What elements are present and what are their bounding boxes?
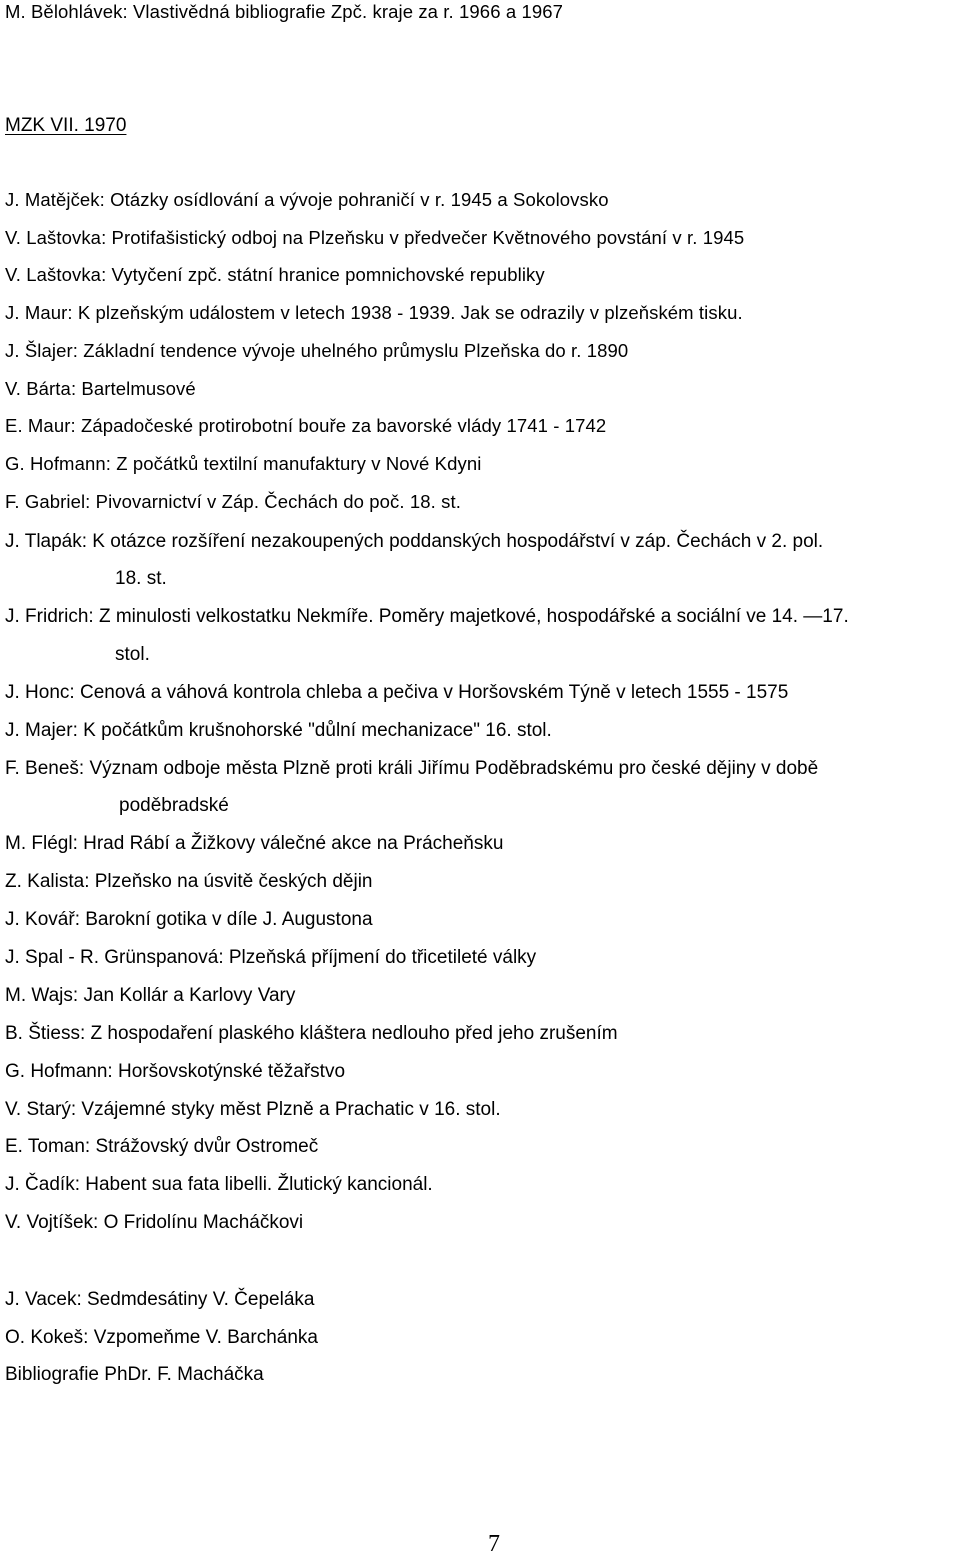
bibliography-entry: J. Čadík: Habent sua fata libelli. Žlutický kancionál. (5, 1174, 433, 1195)
bibliography-entry: F. Gabriel: Pivovarnictví v Záp. Čechách do poč. 18. st. (5, 491, 461, 512)
bibliography-entry: G. Hofmann: Horšovskotýnské těžařstvo (5, 1061, 346, 1082)
bibliography-entry-continuation: stol. (115, 644, 150, 665)
section-heading: MZK VII. 1970 (5, 115, 127, 136)
bibliography-entry-continuation: 18. st. (115, 568, 167, 589)
bibliography-entry: V. Laštovka: Protifašistický odboj na Plzeňsku v předvečer Květnového povstání v r. 1945 (5, 227, 745, 248)
bibliography-entry: V. Bárta: Bartelmusové (5, 378, 196, 399)
bibliography-entry: J. Matějček: Otázky osídlování a vývoje pohraničí v r. 1945 a Sokolovsko (5, 189, 609, 210)
bibliography-entry: J. Honc: Cenová a váhová kontrola chleba a pečiva v Horšovském Týně v letech 1555 - 1575 (5, 682, 789, 703)
bibliography-entry: J. Spal - R. Grünspanová: Plzeňská příjmení do třicetileté války (5, 947, 537, 968)
bibliography-entry: J. Kovář: Barokní gotika v díle J. Augustona (5, 909, 373, 930)
bibliography-entry-continuation: poděbradské (119, 795, 229, 816)
bibliography-entry: G. Hofmann: Z počátků textilní manufaktury v Nové Kdyni (5, 453, 482, 474)
bibliography-entry: V. Vojtíšek: O Fridolínu Macháčkovi (5, 1212, 304, 1233)
document-title: M. Bělohlávek: Vlastivědná bibliografie Zpč. kraje za r. 1966 a 1967 (5, 1, 564, 22)
bibliography-entry: J. Šlajer: Základní tendence vývoje uhelného průmyslu Plzeňska do r. 1890 (5, 340, 629, 361)
bibliography-entry: E. Toman: Strážovský dvůr Ostromeč (5, 1136, 319, 1157)
bibliography-entry: O. Kokeš: Vzpomeňme V. Barchánka (5, 1327, 318, 1348)
bibliography-entry: M. Flégl: Hrad Rábí a Žižkovy válečné akce na Prácheňsku (5, 833, 504, 854)
bibliography-entry: F. Beneš: Význam odboje města Plzně proti králi Jiřímu Poděbradskému pro české dějiny v době (5, 758, 819, 779)
bibliography-entry: J. Tlapák: K otázce rozšíření nezakoupených poddanských hospodářství v záp. Čechách v 2. pol. (5, 531, 824, 552)
bibliography-entry: Z. Kalista: Plzeňsko na úsvitě českých dějin (5, 871, 373, 892)
bibliography-entry: V. Laštovka: Vytyčení zpč. státní hranice pomnichovské republiky (5, 264, 545, 285)
bibliography-entry: J. Maur: K plzeňským událostem v letech 1938 - 1939. Jak se odrazily v plzeňském tisku. (5, 302, 743, 323)
bibliography-entry: B. Štiess: Z hospodaření plaského kláštera nedlouho před jeho zrušením (5, 1023, 618, 1044)
bibliography-entry: M. Wajs: Jan Kollár a Karlovy Vary (5, 985, 296, 1006)
bibliography-entry: J. Majer: K počátkům krušnohorské "důlní mechanizace" 16. stol. (5, 720, 552, 741)
bibliography-entry: V. Starý: Vzájemné styky měst Plzně a Prachatic v 16. stol. (5, 1099, 501, 1120)
bibliography-entry: J. Vacek: Sedmdesátiny V. Čepeláka (5, 1289, 315, 1310)
bibliography-entry: J. Fridrich: Z minulosti velkostatku Nekmíře. Poměry majetkové, hospodářské a sociální ve 14. —17. (5, 606, 849, 627)
page-number: 7 (488, 1531, 500, 1557)
bibliography-entry: Bibliografie PhDr. F. Macháčka (5, 1364, 264, 1385)
bibliography-entry: E. Maur: Západočeské protirobotní bouře za bavorské vlády 1741 - 1742 (5, 415, 607, 436)
